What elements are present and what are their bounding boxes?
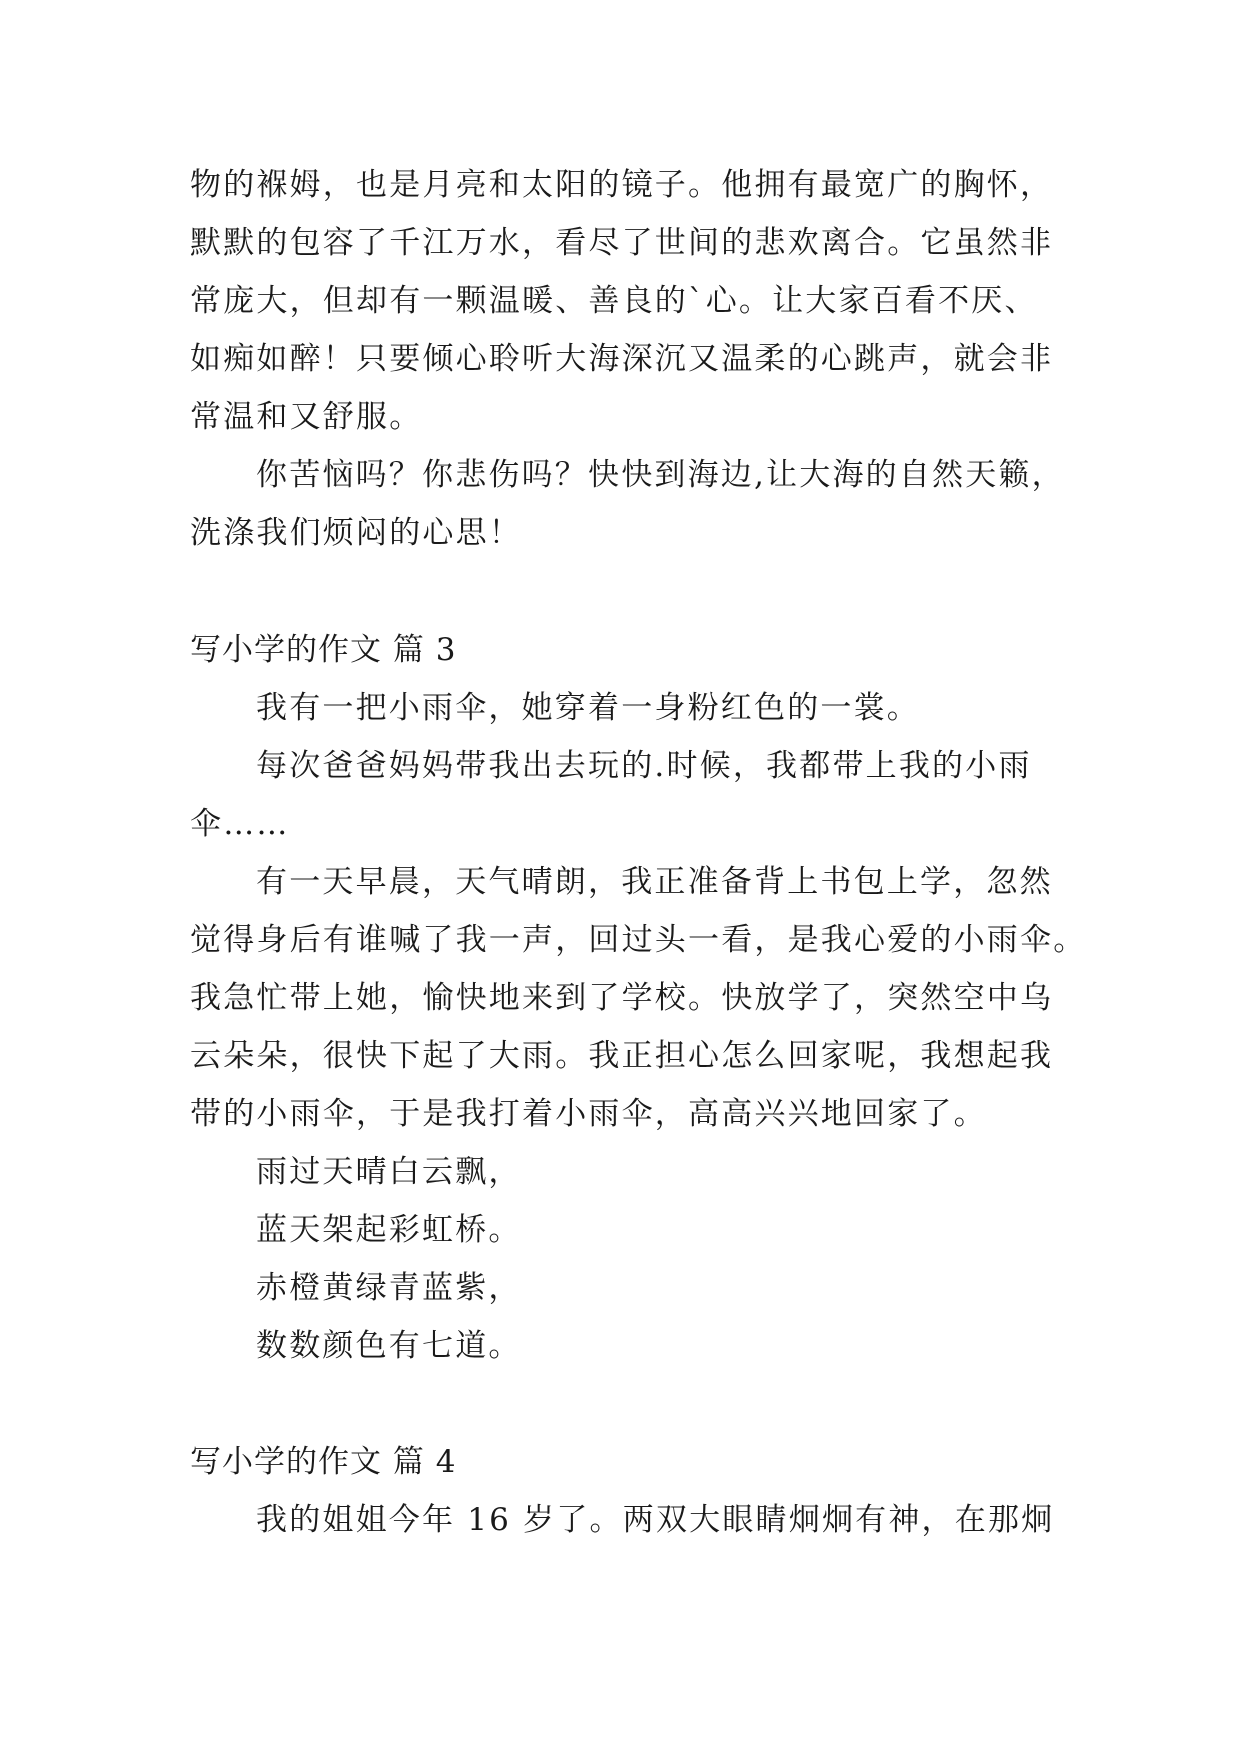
paragraph-line: 常温和又舒服。 [190, 399, 423, 435]
paragraph-line: 物的褓姆，也是月亮和太阳的镜子。他拥有最宽广的胸怀， [190, 167, 1054, 203]
paragraph-line: 觉得身后有谁喊了我一声，回过头一看，是我心爱的小雨伞。 [190, 922, 1087, 958]
poem-line: 雨过天晴白云飘， [256, 1154, 522, 1190]
paragraph-line: 有一天早晨，天气晴朗，我正准备背上书包上学，忽然 [256, 864, 1053, 900]
paragraph-line: 你苦恼吗？你悲伤吗？快快到海边,让大海的自然天籁， [256, 457, 1065, 493]
paragraph-line: 默默的包容了千江万水，看尽了世间的悲欢离合。它虽然非 [190, 225, 1054, 261]
paragraph-line: 如痴如醉！只要倾心聆听大海深沉又温柔的心跳声，就会非 [190, 341, 1054, 377]
paragraph-line: 云朵朵，很快下起了大雨。我正担心怎么回家呢，我想起我 [190, 1038, 1054, 1074]
poem-line: 赤橙黄绿青蓝紫， [256, 1270, 522, 1306]
section-heading: 写小学的作文 篇 4 [190, 1444, 457, 1480]
paragraph-line: 我急忙带上她，愉快地来到了学校。快放学了，突然空中乌 [190, 980, 1054, 1016]
poem-line: 数数颜色有七道。 [256, 1328, 522, 1364]
paragraph-line: 常庞大，但却有一颗温暖、善良的`心。让大家百看不厌、 [190, 283, 1038, 319]
paragraph-line: 带的小雨伞，于是我打着小雨伞，高高兴兴地回家了。 [190, 1096, 987, 1132]
paragraph-line: 每次爸爸妈妈带我出去玩的.时候，我都带上我的小雨 [256, 748, 1032, 784]
paragraph-line: 洗涤我们烦闷的心思！ [190, 515, 522, 551]
paragraph-line: 我的姐姐今年 16 岁了。两双大眼睛炯炯有神，在那炯 [256, 1502, 1055, 1538]
paragraph-line: 我有一把小雨伞，她穿着一身粉红色的一裳。 [256, 690, 920, 726]
section-heading: 写小学的作文 篇 3 [190, 632, 457, 668]
poem-line: 蓝天架起彩虹桥。 [256, 1212, 522, 1248]
paragraph-line: 伞…… [190, 806, 290, 842]
